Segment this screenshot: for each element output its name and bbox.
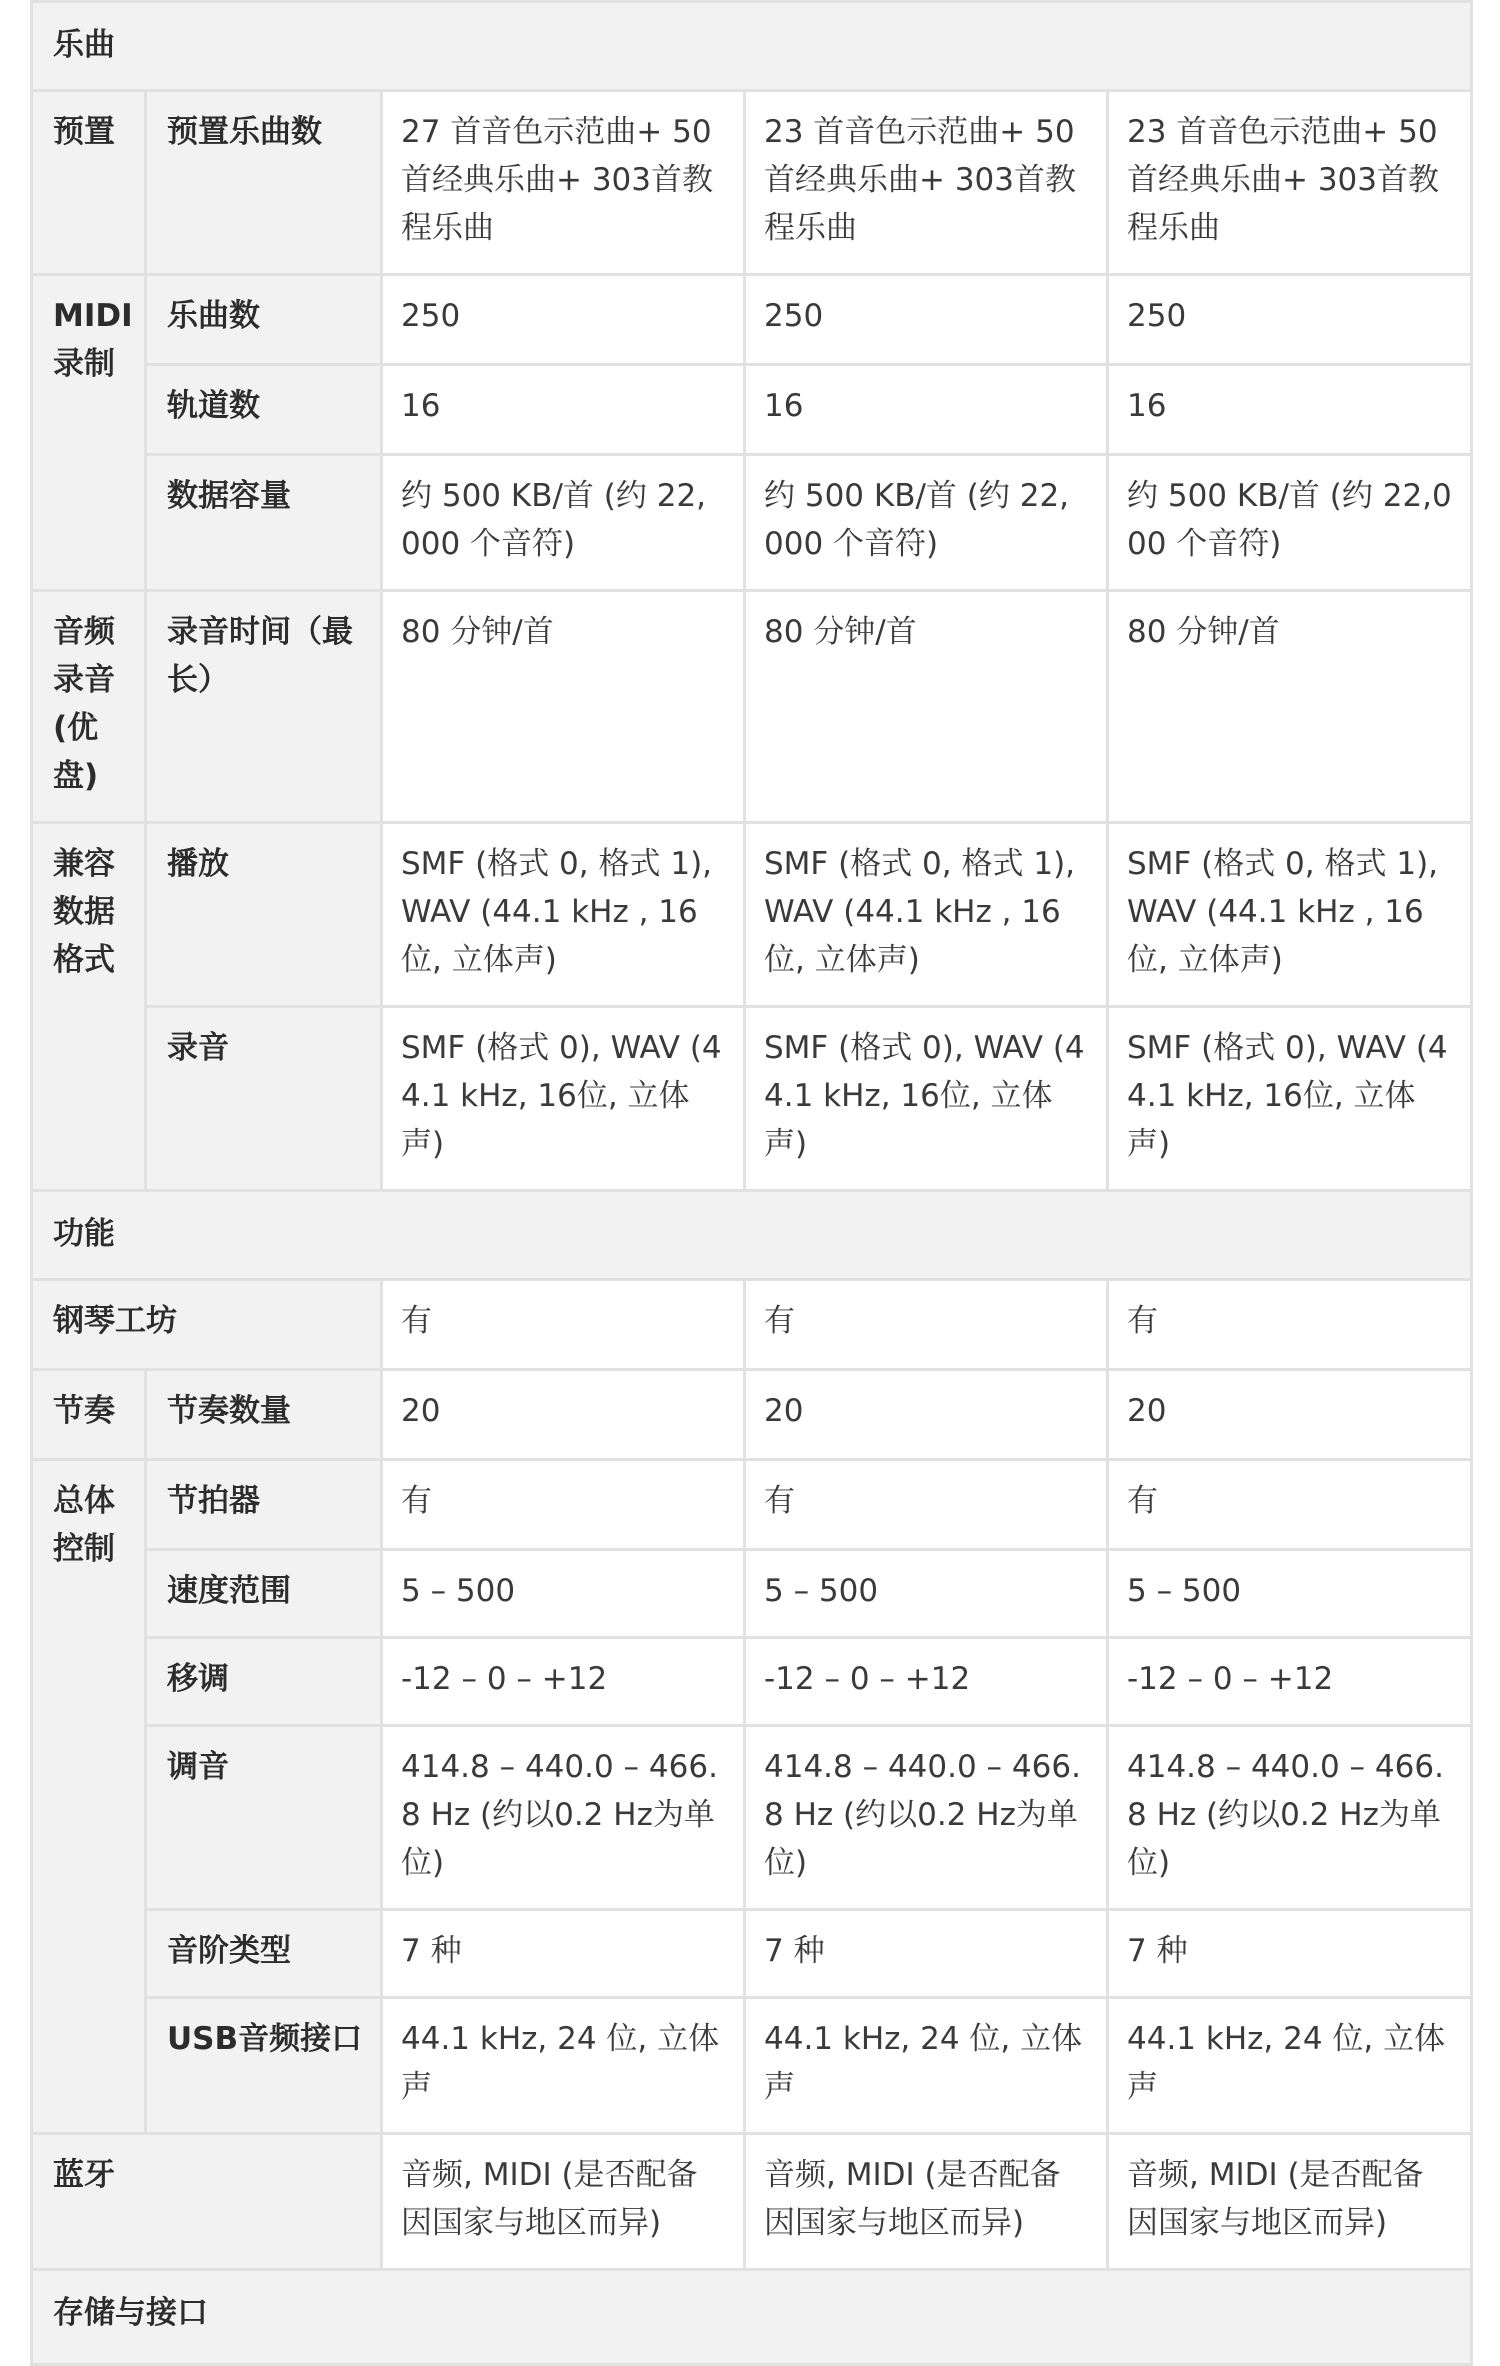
- value-cell: 27 首音色示范曲+ 50首经典乐曲+ 303首教程乐曲: [382, 91, 745, 275]
- value-cell: SMF (格式 0), WAV (44.1 kHz, 16位, 立体声): [382, 1007, 745, 1191]
- group-label-overall-control: 总体控制: [32, 1460, 146, 2134]
- group-label-compat-formats: 兼容数据格式: [32, 823, 146, 1191]
- table-row: [32, 1998, 1472, 2134]
- section-row-songs: [32, 2, 1472, 91]
- group-label-audio-recording: 音频录音 (优盘): [32, 591, 146, 823]
- value-cell: 414.8 – 440.0 – 466.8 Hz (约以0.2 Hz为单位): [745, 1726, 1108, 1910]
- row-label-usb-audio: USB音频接口: [146, 1998, 382, 2134]
- table-row: [32, 365, 1472, 455]
- row-label-data-capacity: 数据容量: [146, 455, 382, 591]
- table-row: [32, 1910, 1472, 1998]
- value-cell: 44.1 kHz, 24 位, 立体声: [382, 1998, 745, 2134]
- value-cell: -12 – 0 – +12: [382, 1638, 745, 1726]
- table-row: [32, 1726, 1472, 1910]
- row-label-piano-room: 钢琴工坊: [32, 1280, 382, 1370]
- table-row: [32, 1638, 1472, 1726]
- value-cell: 20: [382, 1370, 745, 1460]
- section-row-storage: [32, 2270, 1472, 2365]
- table-row: [32, 455, 1472, 591]
- group-label-preset: 预置: [32, 91, 146, 275]
- row-label-transpose: 移调: [146, 1638, 382, 1726]
- table-row: [32, 2134, 1472, 2270]
- row-label-preset-songs: 预置乐曲数: [146, 91, 382, 275]
- value-cell: 有: [1108, 1460, 1472, 1550]
- value-cell: 有: [745, 1280, 1108, 1370]
- value-cell: 80 分钟/首: [382, 591, 745, 823]
- value-cell: 250: [745, 275, 1108, 365]
- row-label-tempo-range: 速度范围: [146, 1550, 382, 1638]
- value-cell: 16: [1108, 365, 1472, 455]
- table-row: [32, 1007, 1472, 1191]
- value-cell: 250: [382, 275, 745, 365]
- value-cell: 音频, MIDI (是否配备因国家与地区而异): [1108, 2134, 1472, 2270]
- table-row: [32, 1280, 1472, 1370]
- row-label-playback: 播放: [146, 823, 382, 1007]
- value-cell: 音频, MIDI (是否配备因国家与地区而异): [745, 2134, 1108, 2270]
- row-label-metronome: 节拍器: [146, 1460, 382, 1550]
- table-row: [32, 275, 1472, 365]
- spec-table: [30, 0, 1473, 2366]
- value-cell: 16: [382, 365, 745, 455]
- row-label-tracks: 轨道数: [146, 365, 382, 455]
- section-title-storage: 存储与接口: [32, 2270, 1472, 2365]
- table-row: [32, 1550, 1472, 1638]
- table-row: [32, 1460, 1472, 1550]
- value-cell: 约 500 KB/首 (约 22,000 个音符): [745, 455, 1108, 591]
- value-cell: 有: [382, 1280, 745, 1370]
- value-cell: 7 种: [745, 1910, 1108, 1998]
- value-cell: 约 500 KB/首 (约 22,000 个音符): [1108, 455, 1472, 591]
- table-row: [32, 91, 1472, 275]
- value-cell: SMF (格式 0), WAV (44.1 kHz, 16位, 立体声): [745, 1007, 1108, 1191]
- value-cell: 44.1 kHz, 24 位, 立体声: [1108, 1998, 1472, 2134]
- value-cell: 23 首音色示范曲+ 50首经典乐曲+ 303首教程乐曲: [1108, 91, 1472, 275]
- value-cell: SMF (格式 0, 格式 1), WAV (44.1 kHz , 16位, 立体声): [1108, 823, 1472, 1007]
- value-cell: 7 种: [1108, 1910, 1472, 1998]
- spec-table-container: [30, 0, 1470, 2366]
- row-label-scale-type: 音阶类型: [146, 1910, 382, 1998]
- value-cell: 16: [745, 365, 1108, 455]
- group-label-rhythm: 节奏: [32, 1370, 146, 1460]
- value-cell: 80 分钟/首: [1108, 591, 1472, 823]
- row-label-recording-time: 录音时间（最长）: [146, 591, 382, 823]
- value-cell: 20: [1108, 1370, 1472, 1460]
- row-label-rhythm-count: 节奏数量: [146, 1370, 382, 1460]
- table-row: [32, 1370, 1472, 1460]
- value-cell: 5 – 500: [1108, 1550, 1472, 1638]
- table-row: [32, 591, 1472, 823]
- value-cell: 80 分钟/首: [745, 591, 1108, 823]
- section-title-songs: 乐曲: [32, 2, 1472, 91]
- row-label-bluetooth: 蓝牙: [32, 2134, 382, 2270]
- value-cell: -12 – 0 – +12: [745, 1638, 1108, 1726]
- value-cell: 5 – 500: [382, 1550, 745, 1638]
- value-cell: 44.1 kHz, 24 位, 立体声: [745, 1998, 1108, 2134]
- value-cell: SMF (格式 0, 格式 1), WAV (44.1 kHz , 16 位, 立体声): [745, 823, 1108, 1007]
- value-cell: 有: [1108, 1280, 1472, 1370]
- value-cell: 414.8 – 440.0 – 466.8 Hz (约以0.2 Hz为单位): [382, 1726, 745, 1910]
- value-cell: 414.8 – 440.0 – 466.8 Hz (约以0.2 Hz为单位): [1108, 1726, 1472, 1910]
- value-cell: 23 首音色示范曲+ 50首经典乐曲+ 303首教程乐曲: [745, 91, 1108, 275]
- value-cell: 音频, MIDI (是否配备因国家与地区而异): [382, 2134, 745, 2270]
- row-label-song-count: 乐曲数: [146, 275, 382, 365]
- row-label-record: 录音: [146, 1007, 382, 1191]
- row-label-tuning: 调音: [146, 1726, 382, 1910]
- table-row: [32, 823, 1472, 1007]
- value-cell: -12 – 0 – +12: [1108, 1638, 1472, 1726]
- value-cell: 20: [745, 1370, 1108, 1460]
- value-cell: 有: [745, 1460, 1108, 1550]
- value-cell: 有: [382, 1460, 745, 1550]
- value-cell: SMF (格式 0), WAV (44.1 kHz, 16位, 立体声): [1108, 1007, 1472, 1191]
- value-cell: 7 种: [382, 1910, 745, 1998]
- value-cell: 250: [1108, 275, 1472, 365]
- value-cell: 约 500 KB/首 (约 22,000 个音符): [382, 455, 745, 591]
- section-row-functions: [32, 1191, 1472, 1280]
- section-title-functions: 功能: [32, 1191, 1472, 1280]
- value-cell: 5 – 500: [745, 1550, 1108, 1638]
- group-label-midi: MIDI 录制: [32, 275, 146, 591]
- value-cell: SMF (格式 0, 格式 1), WAV (44.1 kHz , 16 位, 立体声): [382, 823, 745, 1007]
